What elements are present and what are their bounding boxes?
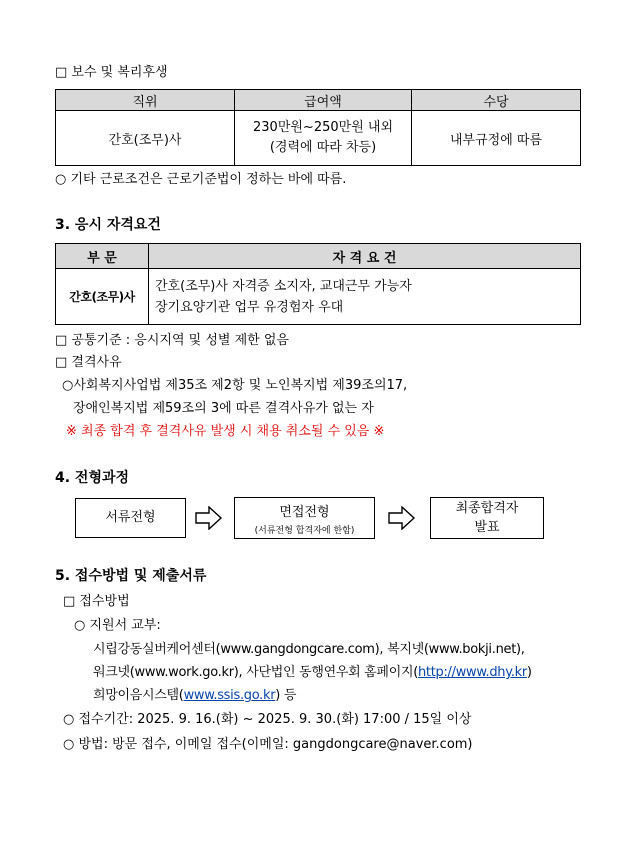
apply-way: ○ 방법: 방문 접수, 이메일 접수(이메일: gangdongcare@naver.com) [63, 737, 473, 752]
step2-sublabel: (서류전형 합격자에 한함) [254, 526, 355, 536]
disq-heading: □ 결격사유 [55, 355, 122, 370]
sites-line-3-text: 희망이음시스템( [93, 688, 184, 703]
step-document-screening [75, 498, 186, 538]
form-label: ○ 지원서 교부: [74, 618, 161, 633]
req-line-2: 장기요양기관 업무 유경험자 우대 [155, 299, 344, 315]
step3-line-1: 최종합격자 [455, 501, 519, 516]
pay-header-position: 직위 [56, 90, 235, 111]
salary-line-1: 230만원~250만원 내외 [253, 120, 393, 135]
pay-cell-allowance: 내부규정에 따름 [412, 111, 581, 166]
pay-note: ○ 기타 근로조건은 근로기준법이 정하는 바에 따름. [55, 172, 347, 187]
sites-line-3 [93, 684, 296, 703]
common-criteria: □ 공통기준 : 응시지역 및 성별 제한 없음 [55, 333, 289, 348]
disq-line-2: 장애인복지법 제59조의 3에 따른 결격사유가 없는 자 [73, 401, 374, 416]
step1-label: 서류전형 [105, 510, 156, 525]
sites-line-2 [93, 661, 532, 680]
apply-heading: 5. 접수방법 및 제출서류 [55, 568, 207, 584]
pay-table [55, 89, 581, 166]
pay-header-allowance: 수당 [412, 90, 581, 111]
sites-line-2-text: 워크넷(www.work.go.kr), 사단법인 동행연우회 홈페이지( [93, 665, 418, 680]
dhy-link[interactable]: http://www.dhy.kr [417, 665, 527, 680]
req-line-1: 간호(조무)사 자격증 소지자, 교대근무 가능자 [155, 278, 412, 294]
arrow-right-icon [195, 506, 223, 530]
method-heading: □ 접수방법 [63, 594, 130, 609]
process-heading: 4. 전형과정 [55, 470, 130, 486]
apply-period: ○ 접수기간: 2025. 9. 16.(화) ~ 2025. 9. 30.(화) 17:00 / 15일 이상 [63, 712, 472, 727]
sites-line-1: 시립강동실버케어센터(www.gangdongcare.com), 복지넷(www.bokji.net), [93, 642, 525, 657]
qual-header-field: 부 문 [56, 244, 149, 269]
step-final-announcement [430, 497, 544, 539]
ssis-link[interactable]: www.ssis.go.kr [183, 688, 276, 703]
pay-cell-salary [235, 111, 412, 166]
warning-text: ※ 최종 합격 후 결격사유 발생 시 채용 취소될 수 있음 ※ [66, 424, 385, 439]
pay-cell-position: 간호(조무)사 [56, 111, 235, 166]
pay-heading: □ 보수 및 복리후생 [55, 65, 168, 80]
qual-heading: 3. 응시 자격요건 [55, 217, 161, 233]
arrow-right-icon [388, 506, 416, 530]
salary-line-2: (경력에 따라 차등) [269, 140, 377, 155]
qual-cell-field: 간호(조무)사 [56, 269, 149, 325]
pay-header-salary: 급여액 [235, 90, 412, 111]
disq-line-1: ○사회복지사업법 제35조 제2항 및 노인복지법 제39조의17, [62, 378, 408, 393]
step-interview [234, 497, 375, 539]
step3-line-2: 발표 [474, 520, 500, 535]
qual-header-req: 자 격 요 건 [149, 244, 581, 269]
step2-label: 면접전형 [279, 505, 330, 520]
qual-cell-req [149, 269, 581, 325]
sites-line-2-close: ) [526, 665, 532, 680]
qual-table [55, 243, 581, 325]
sites-line-3-close: ) 등 [275, 688, 297, 703]
